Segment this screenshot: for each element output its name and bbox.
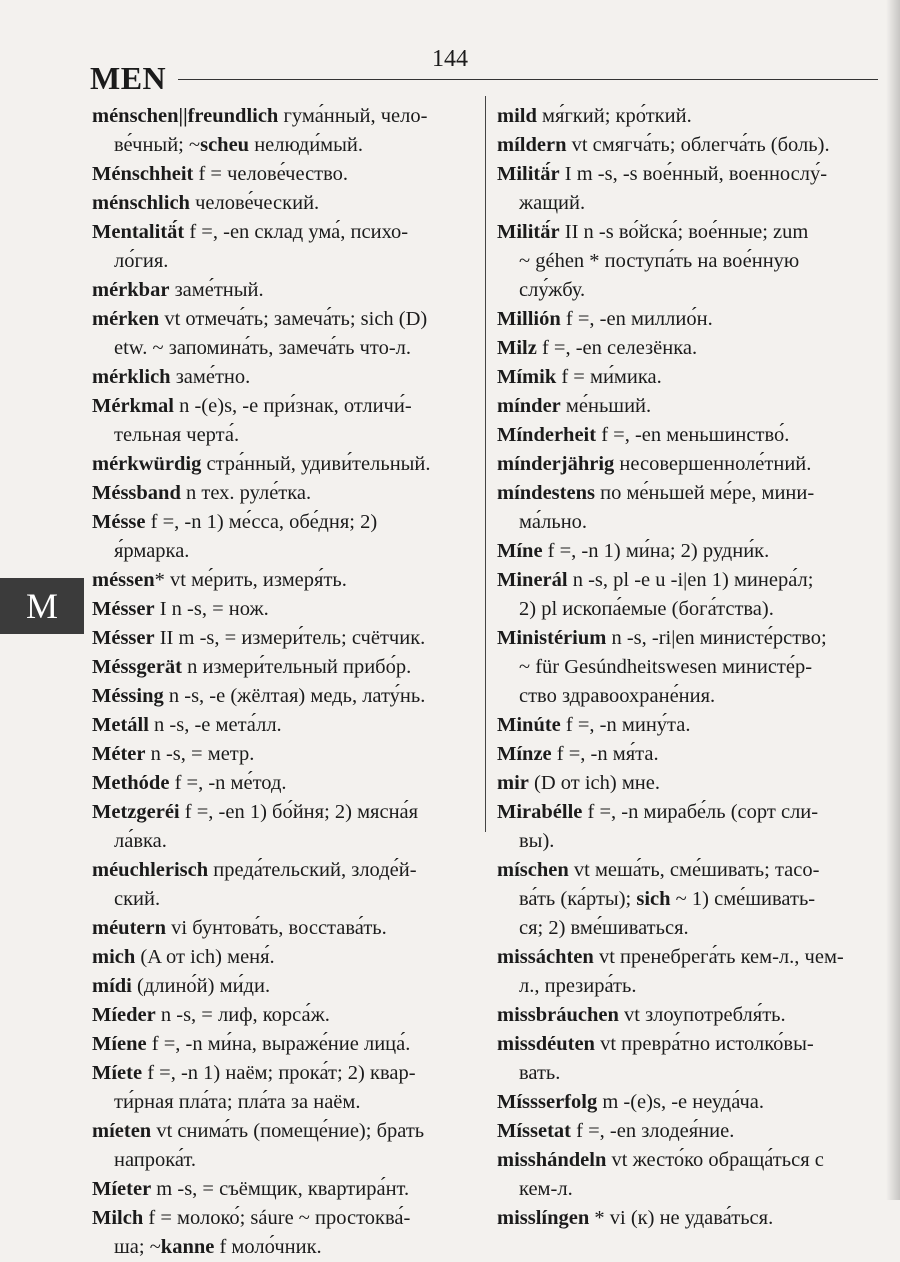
continuation-text: слу́жбу. xyxy=(519,279,586,301)
headword: Milch xyxy=(92,1207,144,1229)
headword: Mérkmal xyxy=(92,395,174,417)
dictionary-entry xyxy=(92,1204,468,1233)
headword: Ménschheit xyxy=(92,163,194,185)
definition-text: n измери́тельный прибо́р. xyxy=(181,656,412,678)
definition-text: * vi (к) не удава́ться. xyxy=(589,1207,774,1229)
compound-headword: scheu xyxy=(200,134,250,156)
dictionary-entry xyxy=(497,305,873,334)
definition-text: стра́нный, удиви́тельный. xyxy=(201,453,431,475)
definition-text: vt снима́ть (помеще́ние); брать xyxy=(151,1120,425,1142)
definition-text: заме́тный. xyxy=(169,279,264,301)
definition-text: преда́тельский, злоде́й- xyxy=(208,859,417,881)
definition-text: vt превра́тно истолко́вы- xyxy=(594,1033,814,1055)
entry-continuation-line xyxy=(92,1088,468,1117)
headword: Méter xyxy=(92,743,146,765)
entry-continuation-line xyxy=(497,189,873,218)
headword: mídi xyxy=(92,975,132,997)
headword: méssen xyxy=(92,569,155,591)
headword: Míssetat xyxy=(497,1120,572,1142)
continuation-text: тельная черта́. xyxy=(114,424,240,446)
definition-text: n -s, -e мета́лл. xyxy=(148,714,282,736)
entry-continuation-line xyxy=(497,827,873,856)
headword: méutern xyxy=(92,917,167,939)
entry-continuation-line xyxy=(497,885,873,914)
definition-text: vt отмеча́ть; замеча́ть; sich (D) xyxy=(159,308,428,330)
entry-continuation-line xyxy=(92,247,468,276)
entry-continuation-line xyxy=(92,1146,468,1175)
headword: mild xyxy=(497,105,537,127)
headword: Milz xyxy=(497,337,537,359)
entry-continuation-line xyxy=(92,421,468,450)
dictionary-entry xyxy=(497,856,873,885)
dictionary-entry xyxy=(92,943,468,972)
continuation-text: 2) pl ископа́емые (бога́тства). xyxy=(519,598,774,620)
dictionary-entry xyxy=(92,595,468,624)
headword: mínder xyxy=(497,395,561,417)
definition-text: гума́нный, чело- xyxy=(278,105,428,127)
dictionary-entry xyxy=(92,1059,468,1088)
header-rule xyxy=(178,79,878,80)
headword: míndestens xyxy=(497,482,595,504)
headword: Minerál xyxy=(497,569,568,591)
dictionary-entry xyxy=(92,624,468,653)
definition-text: n -s, = лиф, корса́ж. xyxy=(155,1004,330,1026)
dictionary-entry xyxy=(497,1204,873,1233)
headword: Méssgerät xyxy=(92,656,182,678)
dictionary-entry xyxy=(92,102,468,131)
definition-text: (A от ich) меня́. xyxy=(135,946,275,968)
dictionary-entry xyxy=(92,1030,468,1059)
entry-continuation-line xyxy=(497,276,873,305)
dictionary-entry xyxy=(497,798,873,827)
dictionary-entry xyxy=(92,856,468,885)
continuation-text: ва́ть (ка́рты); xyxy=(519,888,637,910)
entry-continuation-line xyxy=(497,595,873,624)
headword: Metáll xyxy=(92,714,149,736)
definition-text: f =, -en меньшинство́. xyxy=(596,424,790,446)
definition-text: f моло́чник. xyxy=(214,1236,322,1258)
continuation-text: ся; 2) вме́шиваться. xyxy=(519,917,689,939)
definition-text: n -(e)s, -e при́знак, отличи́- xyxy=(173,395,412,417)
dictionary-entry xyxy=(497,160,873,189)
definition-text: нелюди́мый. xyxy=(249,134,364,156)
headword: mínderjährig xyxy=(497,453,615,475)
definition-text: vt смягча́ть; облегча́ть (боль). xyxy=(566,134,830,156)
definition-text: n -s, -e (жёлтая) медь, лату́нь. xyxy=(163,685,426,707)
entry-continuation-line xyxy=(497,508,873,537)
definition-text: (длино́й) ми́ди. xyxy=(131,975,271,997)
headword: Mínze xyxy=(497,743,552,765)
definition-text: II m -s, = измери́тель; счётчик. xyxy=(154,627,426,649)
headword: missdéuten xyxy=(497,1033,595,1055)
headword: Mínderheit xyxy=(497,424,597,446)
dictionary-entry xyxy=(497,1146,873,1175)
entry-continuation-line xyxy=(92,537,468,566)
dictionary-entry xyxy=(497,624,873,653)
dictionary-entry xyxy=(92,711,468,740)
entry-continuation-line xyxy=(92,1233,468,1262)
dictionary-entry xyxy=(497,421,873,450)
continuation-text: ство здравоохране́ния. xyxy=(519,685,716,707)
dictionary-entry xyxy=(497,769,873,798)
dictionary-entry xyxy=(92,363,468,392)
definition-text: vt жесто́ко обраща́ться с xyxy=(606,1149,824,1171)
page-shadow xyxy=(886,0,900,1200)
definition-text: ~ 1) сме́шивать- xyxy=(670,888,816,910)
headword: Míene xyxy=(92,1033,147,1055)
definition-text: I n -s, = нож. xyxy=(154,598,269,620)
definition-text: m -s, = съёмщик, квартира́нт. xyxy=(151,1178,410,1200)
headword: míschen xyxy=(497,859,569,881)
headword: Mímik xyxy=(497,366,557,388)
headword: Mirabélle xyxy=(497,801,583,823)
dictionary-entry xyxy=(92,972,468,1001)
continuation-text: напрока́т. xyxy=(114,1149,197,1171)
dictionary-entry xyxy=(92,508,468,537)
headword: Mésser xyxy=(92,598,155,620)
definition-text: f =, -n ме́тод. xyxy=(169,772,287,794)
definition-text: f =, -n мирабе́ль (сорт сли- xyxy=(582,801,819,823)
continuation-text: кем-л. xyxy=(519,1178,573,1200)
headword: missáchten xyxy=(497,946,594,968)
entry-continuation-line xyxy=(92,131,468,160)
dictionary-entry xyxy=(497,131,873,160)
continuation-text: ма́льно. xyxy=(519,511,588,533)
dictionary-entry xyxy=(497,711,873,740)
headword: Mentalitä́t xyxy=(92,221,185,243)
headword: míeten xyxy=(92,1120,152,1142)
headword: ménschlich xyxy=(92,192,190,214)
definition-text: заме́тно. xyxy=(170,366,251,388)
continuation-text: вы). xyxy=(519,830,555,852)
headword: Mésser xyxy=(92,627,155,649)
dictionary-entry xyxy=(92,914,468,943)
headword: Militä́r xyxy=(497,221,560,243)
definition-text: vt меша́ть, сме́шивать; тасо- xyxy=(568,859,820,881)
definition-text: f =, -en миллио́н. xyxy=(560,308,713,330)
definition-text: f = челове́чество. xyxy=(193,163,349,185)
headword: Minúte xyxy=(497,714,561,736)
definition-text: n тех. руле́тка. xyxy=(180,482,312,504)
continuation-text: жащий. xyxy=(519,192,586,214)
dictionary-entry xyxy=(497,566,873,595)
dictionary-entry xyxy=(92,769,468,798)
headword: Méssband xyxy=(92,482,181,504)
dictionary-entry xyxy=(92,682,468,711)
definition-text: по ме́ньшей ме́ре, мини- xyxy=(594,482,815,504)
thumb-index-tab: M xyxy=(0,578,84,634)
entry-continuation-line xyxy=(497,247,873,276)
definition-text: f =, -en злодея́ние. xyxy=(571,1120,735,1142)
definition-text: * vt ме́рить, измеря́ть. xyxy=(154,569,347,591)
entry-continuation-line xyxy=(497,914,873,943)
definition-text: ме́ньший. xyxy=(560,395,652,417)
definition-text: f =, -n 1) наём; прока́т; 2) квар- xyxy=(142,1062,416,1084)
continuation-text: ~ für Gesúndheitswesen министе́р- xyxy=(519,656,813,678)
compound-headword: sich xyxy=(636,888,671,910)
definition-text: vt пренебрега́ть кем-л., чем- xyxy=(593,946,844,968)
dictionary-entry xyxy=(92,160,468,189)
headword: Míeder xyxy=(92,1004,156,1026)
headword: Míssserfolg xyxy=(497,1091,598,1113)
continuation-text: л., презира́ть. xyxy=(519,975,637,997)
headword: Mésse xyxy=(92,511,146,533)
headword: Míeter xyxy=(92,1178,152,1200)
continuation-text: ла́вка. xyxy=(114,830,167,852)
dictionary-entry xyxy=(497,479,873,508)
dictionary-entry xyxy=(497,943,873,972)
definition-text: f =, -n мину́та. xyxy=(560,714,691,736)
right-column xyxy=(497,102,873,1233)
dictionary-entry xyxy=(92,305,468,334)
dictionary-entry xyxy=(92,479,468,508)
definition-text: f =, -n 1) ме́сса, обе́дня; 2) xyxy=(145,511,378,533)
dictionary-entry xyxy=(497,1088,873,1117)
headword: mérklich xyxy=(92,366,171,388)
dictionary-entry xyxy=(497,1001,873,1030)
dictionary-entry xyxy=(92,566,468,595)
headword: mich xyxy=(92,946,136,968)
dictionary-entry xyxy=(497,450,873,479)
definition-text: I m -s, -s вое́нный, военнослу́- xyxy=(559,163,828,185)
headword: Militä́r xyxy=(497,163,560,185)
dictionary-entry xyxy=(497,537,873,566)
headword: Methóde xyxy=(92,772,170,794)
dictionary-entry xyxy=(497,218,873,247)
continuation-text: ве́чный; ~ xyxy=(114,134,201,156)
dictionary-entry xyxy=(92,450,468,479)
definition-text: мя́гкий; кро́ткий. xyxy=(536,105,692,127)
dictionary-entry xyxy=(92,392,468,421)
headword: Millión xyxy=(497,308,561,330)
dictionary-entry xyxy=(92,740,468,769)
definition-text: челове́ческий. xyxy=(189,192,320,214)
headword: méuchlerisch xyxy=(92,859,209,881)
entry-continuation-line xyxy=(497,972,873,1001)
dictionary-entry xyxy=(92,189,468,218)
definition-text: f =, -en 1) бо́йня; 2) мясна́я xyxy=(179,801,419,823)
headword: ménschen||freundlich xyxy=(92,105,279,127)
entry-continuation-line xyxy=(92,334,468,363)
dictionary-entry xyxy=(92,798,468,827)
dictionary-entry xyxy=(92,1117,468,1146)
headword: Ministérium xyxy=(497,627,607,649)
definition-text: n -s, pl -e u -i|en 1) минера́л; xyxy=(567,569,814,591)
definition-text: II n -s во́йска́; вое́нные; zum xyxy=(559,221,809,243)
dictionary-entry xyxy=(497,1117,873,1146)
definition-text: f = молоко́; sáure ~ простоква́- xyxy=(143,1207,411,1229)
definition-text: f =, -en селезёнка. xyxy=(536,337,698,359)
dictionary-entry xyxy=(92,1001,468,1030)
entry-continuation-line xyxy=(92,827,468,856)
dictionary-entry xyxy=(497,334,873,363)
definition-text: m -(e)s, -e неуда́ча. xyxy=(597,1091,765,1113)
dictionary-entry xyxy=(92,276,468,305)
dictionary-entry xyxy=(497,392,873,421)
headword: mir xyxy=(497,772,529,794)
entry-continuation-line xyxy=(497,1059,873,1088)
definition-text: f =, -n ми́на, выраже́ние лица́. xyxy=(146,1033,411,1055)
dictionary-entry xyxy=(92,218,468,247)
continuation-text: ша; ~ xyxy=(114,1236,161,1258)
continuation-text: ский. xyxy=(114,888,161,910)
definition-text: n -s, = метр. xyxy=(145,743,255,765)
headword: Míne xyxy=(497,540,543,562)
dictionary-entry xyxy=(497,1030,873,1059)
continuation-text: вать. xyxy=(519,1062,561,1084)
continuation-text: ти́рная пла́та; пла́та за наём. xyxy=(114,1091,361,1113)
definition-text: f =, -en склад ума́, психо- xyxy=(184,221,409,243)
dictionary-entry xyxy=(497,102,873,131)
headword: Méssing xyxy=(92,685,164,707)
entry-continuation-line xyxy=(497,682,873,711)
column-divider xyxy=(485,96,486,832)
left-column xyxy=(92,102,468,1262)
headword: misslíngen xyxy=(497,1207,590,1229)
definition-text: f =, -n мя́та. xyxy=(551,743,659,765)
definition-text: несовершенноле́тний. xyxy=(614,453,812,475)
headword: mérkwürdig xyxy=(92,453,202,475)
headword: misshándeln xyxy=(497,1149,607,1171)
dictionary-entry xyxy=(497,740,873,769)
definition-text: vi бунтова́ть, восстава́ть. xyxy=(166,917,387,939)
entry-continuation-line xyxy=(92,885,468,914)
definition-text: f = ми́мика. xyxy=(556,366,662,388)
running-head: MEN xyxy=(90,60,167,96)
dictionary-entry xyxy=(92,653,468,682)
headword: mérkbar xyxy=(92,279,170,301)
definition-text: (D от ich) мне. xyxy=(528,772,660,794)
continuation-text: я́рмарка. xyxy=(114,540,190,562)
definition-text: f =, -n 1) ми́на; 2) рудни́к. xyxy=(542,540,770,562)
dictionary-entry xyxy=(497,363,873,392)
page-number: 144 xyxy=(432,46,468,72)
entry-continuation-line xyxy=(497,653,873,682)
definition-text: vt злоупотребля́ть. xyxy=(618,1004,786,1026)
headword: mérken xyxy=(92,308,160,330)
definition-text: n -s, -ri|en министе́рство; xyxy=(606,627,827,649)
headword: míldern xyxy=(497,134,567,156)
compound-headword: kanne xyxy=(160,1236,215,1258)
headword: Míete xyxy=(92,1062,143,1084)
headword: missbráuchen xyxy=(497,1004,619,1026)
continuation-text: ~ géhen * поступа́ть на вое́нную xyxy=(519,250,800,272)
continuation-text: ло́гия. xyxy=(114,250,169,272)
headword: Metzgeréi xyxy=(92,801,180,823)
continuation-text: etw. ~ запомина́ть, замеча́ть что-л. xyxy=(114,337,412,359)
